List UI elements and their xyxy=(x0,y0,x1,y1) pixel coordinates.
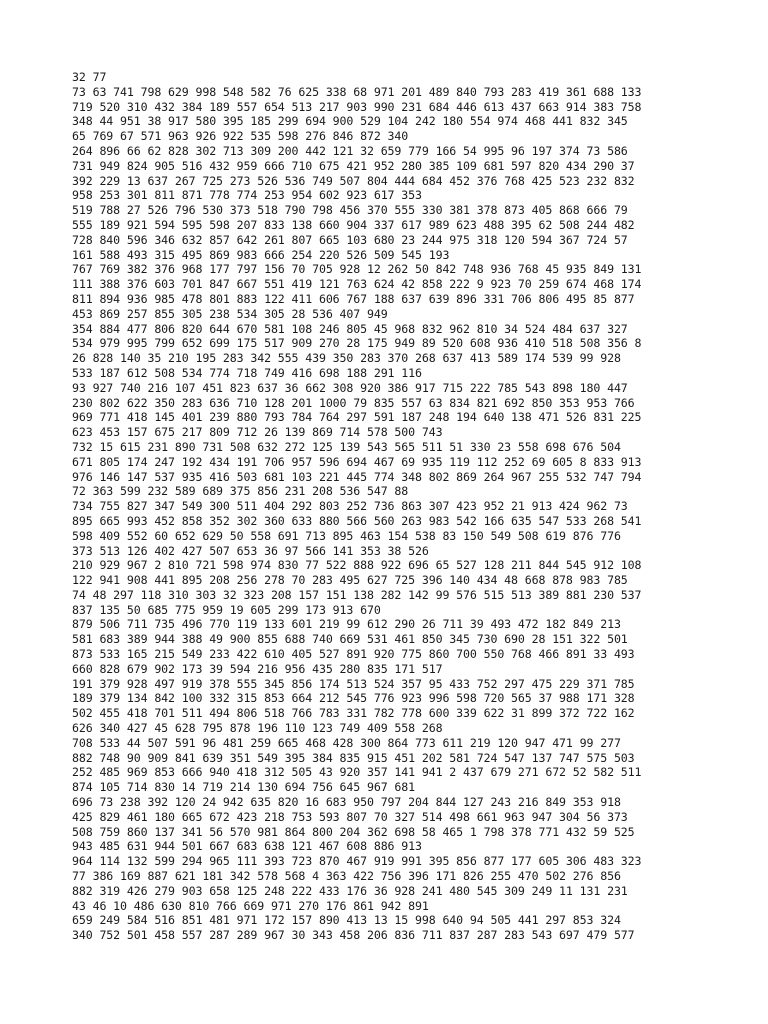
text-line: 719 520 310 432 384 189 557 654 513 217 903 990 231 684 446 613 437 663 914 383 758 xyxy=(72,99,642,114)
text-line: 122 941 908 441 895 208 256 278 70 283 495 627 725 396 140 434 48 668 878 983 785 xyxy=(72,573,628,588)
text-line: 264 896 66 62 828 302 713 309 200 442 121 32 659 779 166 54 995 96 197 374 73 586 xyxy=(72,143,628,158)
text-line: 32 77 xyxy=(72,70,107,84)
text-line: 708 533 44 507 591 96 481 259 665 468 428 300 864 773 611 219 120 947 471 99 277 xyxy=(72,735,621,750)
text-line: 534 979 995 799 652 699 175 517 909 270 28 175 949 89 520 608 936 410 518 508 356 8 xyxy=(72,336,642,351)
text-line: 964 114 132 599 294 965 111 393 723 870 467 919 991 395 856 877 177 605 306 483 323 xyxy=(72,854,642,869)
text-line: 811 894 936 985 478 801 883 122 411 606 767 188 637 639 896 331 706 806 495 85 877 xyxy=(72,291,635,306)
text-line: 161 588 493 315 495 869 983 666 254 220 526 509 545 193 xyxy=(72,247,450,262)
text-line: 392 229 13 637 267 725 273 526 536 749 507 804 444 684 452 376 768 425 523 232 832 xyxy=(72,173,635,188)
text-line: 74 48 297 118 310 303 32 323 208 157 151 138 282 142 99 576 515 513 389 881 230 537 xyxy=(72,587,642,602)
text-line: 340 752 501 458 557 287 289 967 30 343 458 206 836 711 837 287 283 543 697 479 577 xyxy=(72,928,635,943)
text-line: 767 769 382 376 968 177 797 156 70 705 928 12 262 50 842 748 936 768 45 935 849 131 xyxy=(72,262,642,277)
text-line: 502 455 418 701 511 494 806 518 766 783 331 782 778 600 339 622 31 899 372 722 162 xyxy=(72,706,635,721)
text-line: 65 769 67 571 963 926 922 535 598 276 846 872 340 xyxy=(72,129,409,144)
number-text-block xyxy=(72,70,722,943)
text-line: 969 771 418 145 401 239 880 793 784 764 297 591 187 248 194 640 138 471 526 831 225 xyxy=(72,410,642,425)
text-line: 874 105 714 830 14 719 214 130 694 756 645 967 681 xyxy=(72,780,416,795)
text-line: 533 187 612 508 534 774 718 749 416 698 188 291 116 xyxy=(72,365,422,380)
document-page xyxy=(72,70,722,943)
text-line: 882 319 426 279 903 658 125 248 222 433 176 36 928 241 480 545 309 249 11 131 231 xyxy=(72,883,628,898)
text-line: 623 453 157 675 217 809 712 26 139 869 714 578 500 743 xyxy=(72,425,443,440)
text-line: 252 485 969 853 666 940 418 312 505 43 920 357 141 941 2 437 679 271 672 52 582 511 xyxy=(72,765,642,780)
text-line: 93 927 740 216 107 451 823 637 36 662 308 920 386 917 715 222 785 543 898 180 447 xyxy=(72,380,628,395)
text-line: 879 506 711 735 496 770 119 133 601 219 99 612 290 26 711 39 493 472 182 849 213 xyxy=(72,617,621,632)
text-line: 555 189 921 594 595 598 207 833 138 660 904 337 617 989 623 488 395 62 508 244 482 xyxy=(72,217,635,232)
text-line: 508 759 860 137 341 56 570 981 864 800 204 362 698 58 465 1 798 378 771 432 59 525 xyxy=(72,824,635,839)
text-line: 943 485 631 944 501 667 683 638 121 467 608 886 913 xyxy=(72,839,422,854)
text-line: 659 249 584 516 851 481 971 172 157 890 413 13 15 998 640 94 505 441 297 853 324 xyxy=(72,913,621,928)
text-line: 26 828 140 35 210 195 283 342 555 439 350 283 370 268 637 413 589 174 539 99 928 xyxy=(72,351,621,366)
text-line: 873 533 165 215 549 233 422 610 405 527 891 920 775 860 700 550 768 466 891 33 493 xyxy=(72,647,635,662)
text-line: 425 829 461 180 665 672 423 218 753 593 807 70 327 514 498 661 963 947 304 56 373 xyxy=(72,809,628,824)
text-line: 671 805 174 247 192 434 191 706 957 596 694 467 69 935 119 112 252 69 605 8 833 913 xyxy=(72,454,642,469)
text-line: 191 379 928 497 919 378 555 345 856 174 513 524 357 95 433 752 297 475 229 371 785 xyxy=(72,676,635,691)
text-line: 111 388 376 603 701 847 667 551 419 121 763 624 42 858 222 9 923 70 259 674 468 174 xyxy=(72,277,642,292)
text-line: 72 363 599 232 589 689 375 856 231 208 536 547 88 xyxy=(72,484,409,499)
text-line: 210 929 967 2 810 721 598 974 830 77 522 888 922 696 65 527 128 211 844 545 912 108 xyxy=(72,558,642,573)
text-line: 837 135 50 685 775 959 19 605 299 173 913 670 xyxy=(72,602,381,617)
text-line: 696 73 238 392 120 24 942 635 820 16 683 950 797 204 844 127 243 216 849 353 918 xyxy=(72,795,621,810)
text-line: 73 63 741 798 629 998 548 582 76 625 338 68 971 201 489 840 793 283 419 361 688 133 xyxy=(72,84,642,99)
text-line: 453 869 257 855 305 238 534 305 28 536 407 949 xyxy=(72,306,388,321)
text-line: 626 340 427 45 628 795 878 196 110 123 749 409 558 268 xyxy=(72,721,443,736)
text-line: 895 665 993 452 858 352 302 360 633 880 566 560 263 983 542 166 635 547 533 268 541 xyxy=(72,513,642,528)
text-line: 882 748 90 909 841 639 351 549 395 384 835 915 451 202 581 724 547 137 747 575 503 xyxy=(72,750,635,765)
text-line: 43 46 10 486 630 810 766 669 971 270 176 861 942 891 xyxy=(72,898,429,913)
text-line: 598 409 552 60 652 629 50 558 691 713 895 463 154 538 83 150 549 508 619 876 776 xyxy=(72,528,621,543)
text-line: 958 253 301 811 871 778 774 253 954 602 923 617 353 xyxy=(72,188,422,203)
text-line: 581 683 389 944 388 49 900 855 688 740 669 531 461 850 345 730 690 28 151 322 501 xyxy=(72,632,628,647)
text-line: 731 949 824 905 516 432 959 666 710 675 421 952 280 385 109 681 597 820 434 290 37 xyxy=(72,158,635,173)
text-line: 660 828 679 902 173 39 594 216 956 435 280 835 171 517 xyxy=(72,661,443,676)
text-line: 519 788 27 526 796 530 373 518 790 798 456 370 555 330 381 378 873 405 868 666 79 xyxy=(72,203,628,218)
text-line: 373 513 126 402 427 507 653 36 97 566 141 353 38 526 xyxy=(72,543,429,558)
text-line: 734 755 827 347 549 300 511 404 292 803 252 736 863 307 423 952 21 913 424 962 73 xyxy=(72,499,628,514)
text-line: 354 884 477 806 820 644 670 581 108 246 805 45 968 832 962 810 34 524 484 637 327 xyxy=(72,321,628,336)
text-line: 732 15 615 231 890 731 508 632 272 125 139 543 565 511 51 330 23 558 698 676 504 xyxy=(72,439,621,454)
text-line: 976 146 147 537 935 416 503 681 103 221 445 774 348 802 869 264 967 255 532 747 794 xyxy=(72,469,642,484)
text-line: 189 379 134 842 100 332 315 853 664 212 545 776 923 996 598 720 565 37 988 171 328 xyxy=(72,691,635,706)
text-line: 77 386 169 887 621 181 342 578 568 4 363 422 756 396 171 826 255 470 502 276 856 xyxy=(72,869,621,884)
text-line: 728 840 596 346 632 857 642 261 807 665 103 680 23 244 975 318 120 594 367 724 57 xyxy=(72,232,628,247)
text-line: 230 802 622 350 283 636 710 128 201 1000 79 835 557 63 834 821 692 850 353 953 766 xyxy=(72,395,635,410)
text-line: 348 44 951 38 917 580 395 185 299 694 900 529 104 242 180 554 974 468 441 832 345 xyxy=(72,114,628,129)
